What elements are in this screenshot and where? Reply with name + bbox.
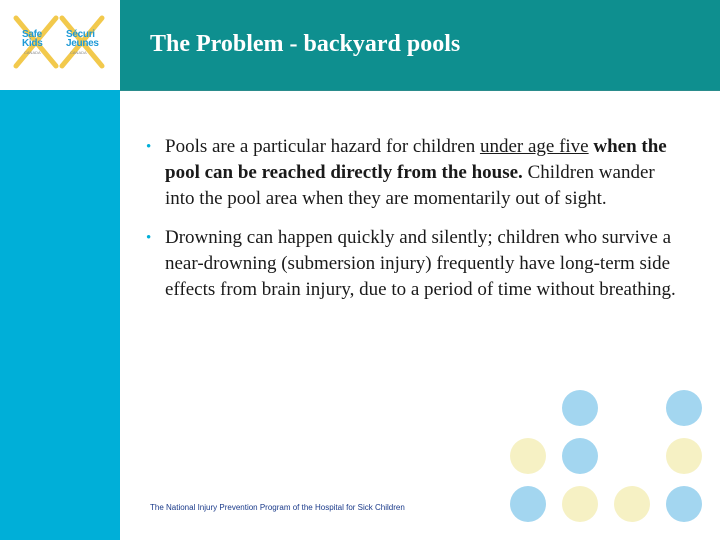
logo-word-jeunes: Jeunes bbox=[66, 38, 99, 49]
decor-dot-blue bbox=[666, 486, 702, 522]
bullet-item bbox=[146, 134, 686, 212]
safe-kids-logo bbox=[12, 14, 108, 70]
left-sidebar-band bbox=[0, 90, 120, 540]
logo-word-securi: Sécuri bbox=[66, 29, 95, 40]
decor-dot-blue bbox=[666, 390, 702, 426]
title-bar bbox=[120, 0, 720, 90]
bullet-icon: • bbox=[146, 230, 152, 246]
bullet-text: Pools are a particular hazard for children bbox=[165, 136, 480, 157]
logo-word-kids: Kids bbox=[22, 38, 43, 49]
slide-body bbox=[146, 134, 686, 316]
decor-dot-blue bbox=[562, 438, 598, 474]
slide-title: The Problem - backyard pools bbox=[150, 31, 461, 57]
decor-dot-yellow bbox=[562, 486, 598, 522]
decor-dot-yellow bbox=[510, 438, 546, 474]
decor-dot-blue bbox=[510, 486, 546, 522]
logo-area bbox=[0, 0, 120, 90]
header-divider bbox=[120, 90, 720, 91]
logo-sub-right: CANADA bbox=[70, 50, 87, 55]
footer-credit: The National Injury Prevention Program of the Hospital for Sick Children bbox=[150, 503, 405, 512]
bullet-icon: • bbox=[146, 139, 152, 155]
decor-dot-yellow bbox=[666, 438, 702, 474]
bullet-bold-text: when the pool can be reached directly from the house. bbox=[165, 136, 667, 183]
bullet-text: Children wander into the pool area when they are momentarily out of sight. bbox=[165, 162, 655, 209]
decor-dot-yellow bbox=[614, 486, 650, 522]
logo-sub-left: CANADA bbox=[24, 50, 41, 55]
bullet-text: Drowning can happen quickly and silently; children who survive a near-drowning (submersion injury) frequently have long-term side effects from brain injury, due to a period of time without breathing. bbox=[165, 227, 676, 300]
bullet-item bbox=[146, 225, 686, 303]
logo-word-safe: Safe bbox=[22, 29, 42, 40]
bullet-underlined-text: under age five bbox=[479, 136, 589, 157]
decor-dot-blue bbox=[562, 390, 598, 426]
